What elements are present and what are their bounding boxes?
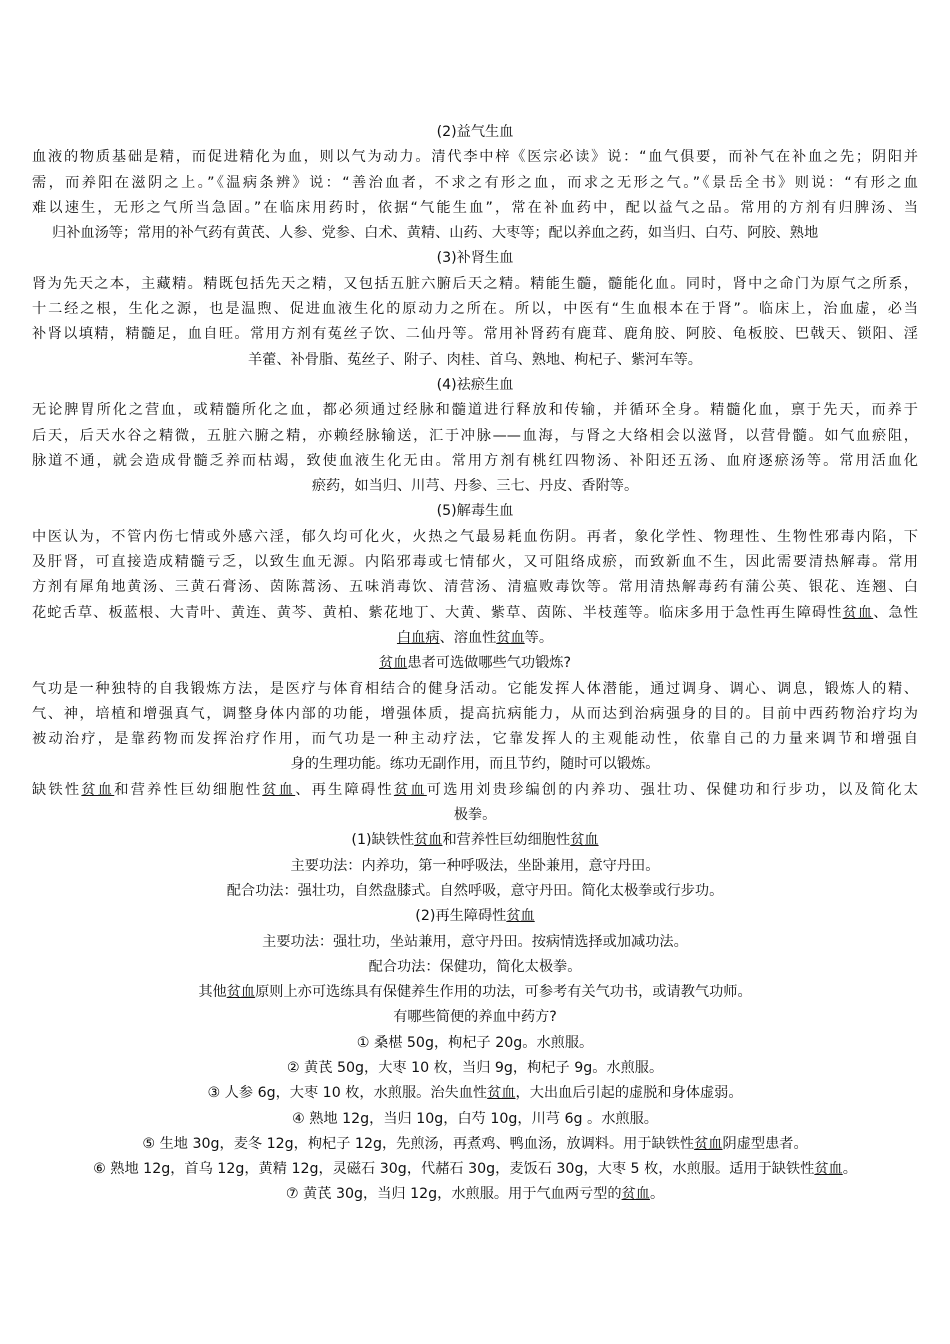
recipe-item: ⑦ 黄芪 30g，当归 12g，水煎服。用于气血两亏型的贫血。 — [285, 1186, 665, 1203]
paragraph-line: 方剂有犀角地黄汤、三黄石膏汤、茵陈蒿汤、五味消毒饮、清营汤、清瘟败毒饮等。常用清热解毒药有蒲公英、银花、连翘、白 — [32, 579, 918, 596]
recipe-item: ⑤ 生地 30g，麦冬 12g，枸杞子 12g，先煎汤，再煮鸡、鸭血汤，放调料。用于缺铁性贫血阴虚型患者。 — [142, 1135, 808, 1152]
subheading-aplastic: (2)再生障碍性贫血 — [415, 908, 535, 925]
anemia-link[interactable]: 贫血 — [226, 984, 256, 1001]
anemia-link[interactable]: 贫血 — [814, 1161, 843, 1178]
paragraph-line: 气功是一种独特的自我锻炼方法，是医疗与体育相结合的健身活动。它能发挥人体潜能，通过调身、调心、调息，锻炼人的精、 — [32, 680, 918, 697]
anemia-link[interactable]: 贫血 — [379, 655, 408, 672]
paragraph-line: 缺铁性贫血和营养性巨幼细胞性贫血、再生障碍性贫血可选用刘贵珍编创的内养功、强壮功、保健功和行步功，以及简化太 — [32, 781, 918, 798]
anemia-link[interactable]: 贫血 — [621, 1186, 650, 1203]
question-heading-qigong: 贫血患者可选做哪些气功锻炼? — [379, 655, 571, 672]
paragraph-line: 被动治疗，是靠药物而发挥治疗作用，而气功是一种主动疗法，它靠发挥人的主观能动性，依靠自己的力量来调节和增强自 — [32, 731, 918, 748]
paragraph-line: 花蛇舌草、板蓝根、大青叶、黄连、黄芩、黄柏、紫花地丁、大黄、紫草、茵陈、半枝莲等。临床多用于急性再生障碍性贫血、急性 — [32, 604, 918, 621]
paragraph-line: 十二经之根，生化之源，也是温煦、促进血液生化的原动力之所在。所以，中医有“生血根本在于肾”。临床上，治血虚，必当 — [32, 301, 918, 318]
anemia-link[interactable]: 贫血 — [570, 832, 599, 849]
leukemia-link[interactable]: 白血病 — [396, 629, 440, 646]
paragraph-line: 脉道不通，就会造成骨髓乏养而枯竭，致使血液生化无由。常用方剂有桃红四物汤、补阳还五汤、血府逐瘀汤等。常用活血化 — [32, 452, 918, 469]
anemia-link[interactable]: 贫血 — [694, 1135, 723, 1152]
paragraph-line: 及肝肾，可直接造成精髓亏乏，以致生血无源。内陷邪毒或七情郁火，又可阻络成瘀，而致新血不生，因此需要清热解毒。常用 — [32, 554, 918, 571]
paragraph-line: 血液的物质基础是精，而促进精化为血，则以气为动力。清代李中梓《医宗必读》说：“血气俱要，而补气在补血之先；阴阳并 — [32, 149, 918, 166]
section-heading-yiqi: (2)益气生血 — [436, 124, 514, 140]
paragraph-line: 需，而养阳在滋阴之上。”《温病条辨》说：“善治血者，不求之有形之血，而求之无形之气。”《景岳全书》则说：“有形之血 — [32, 174, 918, 191]
paragraph-line: 中医认为，不管内伤七情或外感六淫，郁久均可化火，火热之气最易耗血伤阴。再者，象化学性、物理性、生物性邪毒内陷，下 — [32, 528, 918, 545]
anemia-link[interactable]: 贫血 — [81, 781, 115, 798]
subheading-iron-deficiency: (1)缺铁性贫血和营养性巨幼细胞性贫血 — [351, 832, 599, 849]
recipe-item: ① 桑椹 50g，枸杞子 20g。水煎服。 — [356, 1034, 594, 1051]
paragraph-line: 后天，后天水谷之精微，五脏六腑之精，亦赖经脉输送，汇于冲脉——血海，与肾之大络相会以滋肾，以营骨髓。如气血瘀阻， — [32, 427, 918, 444]
recipe-item: ③ 人参 6g，大枣 10 枚，水煎服。治失血性贫血，大出血后引起的虚脱和身体虚弱。 — [207, 1085, 743, 1102]
question-heading-recipes: 有哪些简便的养血中药方? — [393, 1009, 557, 1026]
paragraph-line: 归补血汤等；常用的补气药有黄芪、人参、党参、白术、黄精、山药、大枣等；配以养血之药，如当归、白芍、阿胶、熟地 — [52, 225, 819, 242]
paragraph-line: 羊藿、补骨脂、菟丝子、附子、肉桂、首乌、熟地、枸杞子、紫河车等。 — [247, 351, 702, 368]
anemia-link[interactable]: 贫血 — [414, 832, 443, 849]
anemia-link[interactable]: 贫血 — [496, 629, 525, 646]
document-page — [0, 120, 950, 1208]
anemia-link[interactable]: 贫血 — [487, 1085, 516, 1102]
recipe-item: ② 黄芪 50g，大枣 10 枚，当归 9g，枸杞子 9g。水煎服。 — [286, 1059, 664, 1076]
paragraph-line: 气、神，培植和增强真气，调整身体内部的功能，增强体质，提高抗病能力，从而达到治病强身的目的。目前中西药物治疗均为 — [32, 705, 918, 722]
paragraph-line: 难以速生，无形之气所当急固。”在临床用药时，依据“气能生血”，常在补血药中，配以益气之品。常用的方剂有归脾汤、当 — [32, 199, 918, 216]
paragraph-line: 身的生理功能。练功无副作用，而且节约，随时可以锻炼。 — [290, 756, 660, 773]
exercise-main: 主要功法：内养功，第一种呼吸法，坐卧兼用，意守丹田。 — [290, 857, 660, 874]
anemia-link[interactable]: 贫血 — [506, 908, 535, 925]
paragraph-line: 白血病、溶血性贫血等。 — [396, 629, 554, 646]
anemia-link[interactable]: 贫血 — [262, 781, 296, 798]
section-heading-jiedu: (5)解毒生血 — [436, 503, 514, 520]
section-heading-bushen: (3)补肾生血 — [436, 250, 514, 267]
recipe-item: ⑥ 熟地 12g，首乌 12g，黄精 12g，灵磁石 30g，代赭石 30g，麦饭石 30g，大枣 5 枚，水煎服。适用于缺铁性贫血。 — [93, 1161, 857, 1178]
paragraph-line: 无论脾胃所化之营血，或精髓所化之血，都必须通过经脉和髓道进行释放和传输，并循环全身。精髓化血，禀于先天，而养于 — [32, 402, 918, 419]
paragraph-line: 肾为先天之本，主藏精。精既包括先天之精，又包括五脏六腑后天之精。精能生髓，髓能化血。同时，肾中之命门为原气之所系， — [32, 275, 918, 292]
paragraph-line: 补肾以填精，精髓足，血自旺。常用方剂有菟丝子饮、二仙丹等。常用补肾药有鹿茸、鹿角胶、阿胶、龟板胶、巴戟天、锁阳、淫 — [32, 326, 918, 343]
exercise-support: 配合功法：保健功，简化太极拳。 — [368, 958, 582, 975]
exercise-main: 主要功法：强壮功，坐站兼用，意守丹田。按病情选择或加减功法。 — [262, 933, 688, 950]
paragraph-line: 瘀药，如当归、川芎、丹参、三七、丹皮、香附等。 — [311, 478, 639, 495]
anemia-link[interactable]: 贫血 — [393, 781, 427, 798]
section-heading-quyu: (4)祛瘀生血 — [436, 376, 514, 393]
recipe-item: ④ 熟地 12g，当归 10g，白芍 10g，川芎 6g 。水煎服。 — [292, 1110, 658, 1127]
paragraph-line: 其他贫血原则上亦可选练具有保健养生作用的功法，可参考有关气功书，或请教气功师。 — [198, 984, 752, 1001]
paragraph-line: 极拳。 — [453, 807, 497, 824]
exercise-support: 配合功法：强壮功，自然盘膝式。自然呼吸，意守丹田。简化太极拳或行步功。 — [226, 882, 724, 899]
anemia-link[interactable]: 贫血 — [842, 604, 874, 621]
